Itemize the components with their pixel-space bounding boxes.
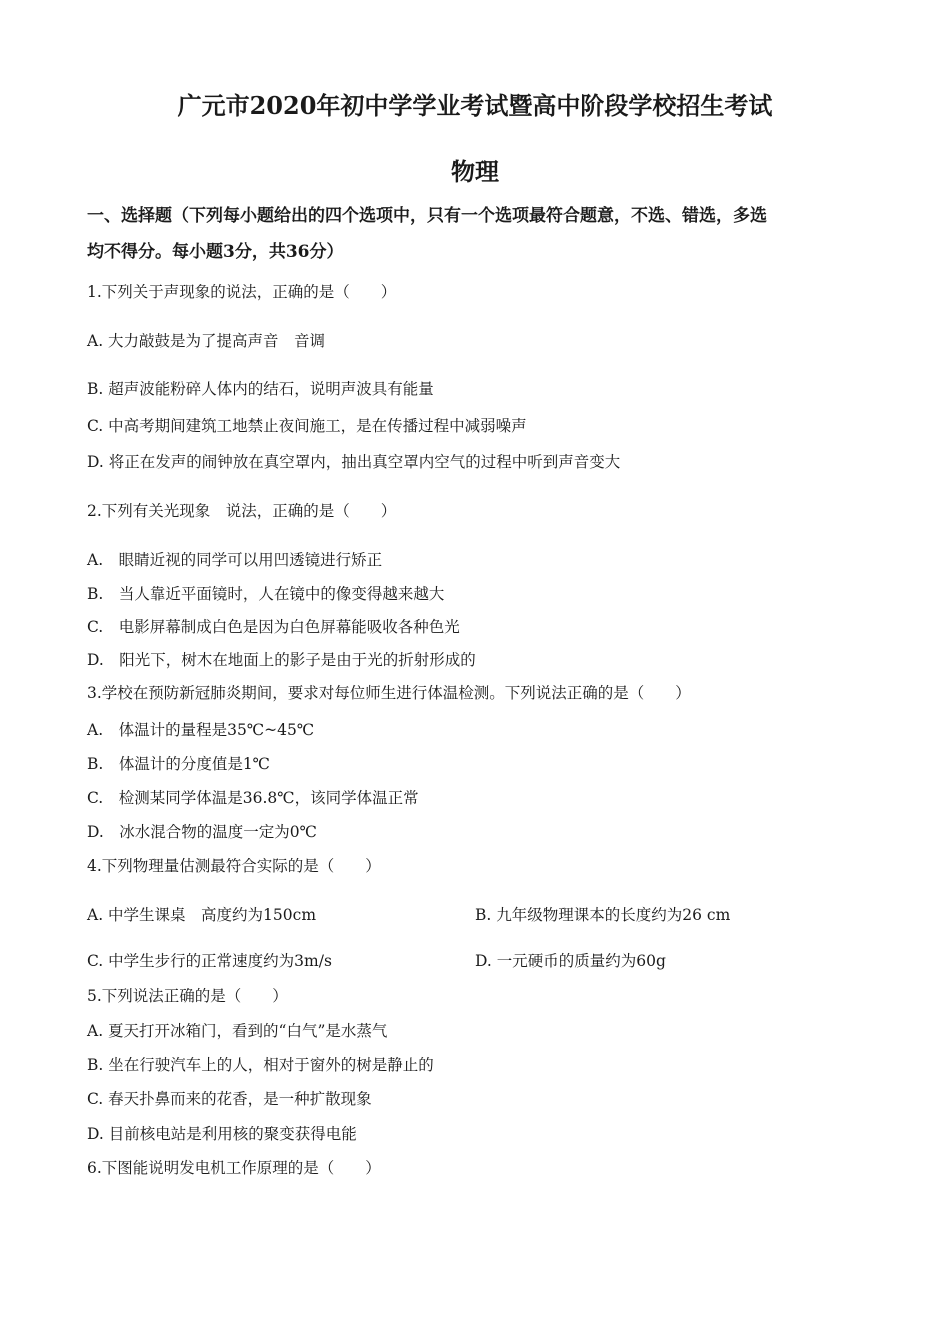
exam-title: 广元市2020年初中学学业考试暨高中阶段学校招生考试 (177, 91, 773, 120)
question-1-stem: 1.下列关于声现象的说法，正确的是（ ） (87, 283, 397, 301)
question-6-stem: 6.下图能说明发电机工作原理的是（ ） (87, 1159, 381, 1177)
question-1-option-a: A. 大力敲鼓是为了提高声音 音调 (87, 332, 326, 350)
question-2-option-a: A. 眼睛近视的同学可以用凹透镜进行矫正 (87, 551, 383, 569)
section-heading (87, 198, 867, 270)
subject-title: 物理 (451, 157, 499, 186)
question-2-option-b: B. 当人靠近平面镜时，人在镜中的像变得越来越大 (87, 585, 445, 603)
question-5-option-c: C. 春天扑鼻而来的花香，是一种扩散现象 (87, 1090, 372, 1108)
question-4-stem: 4.下列物理量估测最符合实际的是（ ） (87, 857, 381, 875)
question-1-option-c: C. 中高考期间建筑工地禁止夜间施工，是在传播过程中减弱噪声 (87, 417, 527, 435)
section-heading-line-2: 均不得分。每小题3分，共36分） (87, 242, 344, 262)
question-3-stem: 3.学校在预防新冠肺炎期间，要求对每位师生进行体温检测。下列说法正确的是（ ） (87, 684, 691, 702)
question-4-option-d: D. 一元硬币的质量约为60g (475, 952, 666, 970)
question-1-option-b: B. 超声波能粉碎人体内的结石，说明声波具有能量 (87, 380, 434, 398)
question-5-option-b: B. 坐在行驶汽车上的人，相对于窗外的树是静止的 (87, 1056, 434, 1074)
question-4-option-a: A. 中学生课桌 高度约为150cm (87, 906, 317, 924)
question-4-option-c: C. 中学生步行的正常速度约为3m/s (87, 952, 332, 970)
question-3-option-c: C. 检测某同学体温是36.8℃，该同学体温正常 (87, 789, 419, 807)
question-2-option-c: C. 电影屏幕制成白色是因为白色屏幕能吸收各种色光 (87, 618, 460, 636)
question-1-option-d: D. 将正在发声的闹钟放在真空罩内，抽出真空罩内空气的过程中听到声音变大 (87, 453, 621, 471)
question-3-option-b: B. 体温计的分度值是1℃ (87, 755, 271, 773)
section-heading-line-1: 一、选择题（下列每小题给出的四个选项中，只有一个选项最符合题意，不选、错选，多选 (87, 206, 767, 226)
question-5-stem: 5.下列说法正确的是（ ） (87, 987, 288, 1005)
question-5-option-a: A. 夏天打开冰箱门，看到的“白气”是水蒸气 (87, 1022, 388, 1040)
question-3-option-a: A. 体温计的量程是35℃~45℃ (87, 721, 315, 739)
question-2-stem: 2.下列有关光现象 说法，正确的是（ ） (87, 502, 397, 520)
question-5-option-d: D. 目前核电站是利用核的聚变获得电能 (87, 1125, 357, 1143)
question-3-option-d: D. 冰水混合物的温度一定为0℃ (87, 823, 318, 841)
question-4-option-b: B. 九年级物理课本的长度约为26 cm (475, 906, 731, 924)
question-2-option-d: D. 阳光下，树木在地面上的影子是由于光的折射形成的 (87, 651, 476, 669)
